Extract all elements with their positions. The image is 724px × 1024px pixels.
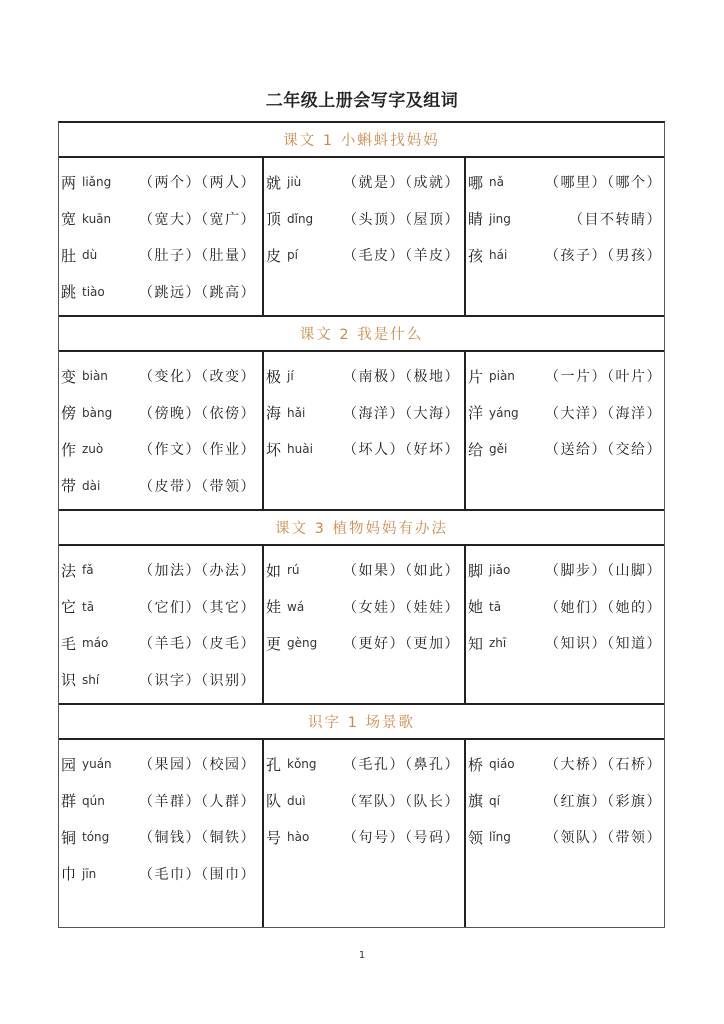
character: 顶 <box>266 210 282 229</box>
character: 极 <box>266 367 282 386</box>
character: 皮 <box>266 246 282 265</box>
character-entry <box>466 237 668 274</box>
character: 法 <box>61 561 77 580</box>
word-group: （大洋）（海洋） <box>545 405 662 422</box>
pinyin: qí <box>489 793 500 808</box>
pinyin: yuán <box>82 757 112 772</box>
lesson-heading: 课文 2 我是什么 <box>59 317 664 352</box>
character: 旗 <box>468 792 484 811</box>
lesson-entries <box>59 740 664 927</box>
word-group: （军队）（队长） <box>343 793 460 810</box>
character: 园 <box>61 755 77 774</box>
word-group: （大桥）（石桥） <box>545 757 662 774</box>
pinyin: tiào <box>82 284 105 299</box>
word-group: （宽大）（宽广） <box>139 211 256 228</box>
document-title: 二年级上册会写字及组词 <box>265 91 459 111</box>
lesson-heading: 识字 1 场景歌 <box>59 705 664 740</box>
character: 坏 <box>266 440 282 459</box>
word-group: （羊毛）（皮毛） <box>139 636 256 653</box>
pinyin: zhī <box>489 636 507 651</box>
pinyin: duì <box>287 793 306 808</box>
word-group: （红旗）（彩旗） <box>545 793 662 810</box>
entry-column <box>262 352 464 509</box>
character-entry <box>59 274 262 311</box>
pinyin: jiǎo <box>489 563 511 578</box>
pinyin: kuān <box>82 211 112 226</box>
word-group: （她们）（她的） <box>545 599 662 616</box>
entry-column <box>464 546 668 703</box>
word-group: （女娃）（娃娃） <box>343 599 460 616</box>
character: 睛 <box>468 210 484 229</box>
pinyin: wá <box>287 599 305 614</box>
entry-column <box>464 158 668 315</box>
word-group: （毛孔）（鼻孔） <box>343 757 460 774</box>
character: 片 <box>468 367 484 386</box>
word-group: （傍晚）（依傍） <box>139 405 256 422</box>
character: 更 <box>266 634 282 653</box>
entry-column <box>262 158 464 315</box>
character: 傍 <box>61 404 77 423</box>
word-group: （羊群）（人群） <box>139 793 256 810</box>
word-group: （海洋）（大海） <box>343 405 460 422</box>
pinyin: hào <box>287 830 310 845</box>
pinyin: hǎi <box>287 405 306 420</box>
entry-column <box>262 546 464 703</box>
character-entry <box>264 589 464 626</box>
pinyin: yáng <box>489 405 519 420</box>
character-entry <box>59 237 262 274</box>
pinyin: biàn <box>82 369 108 384</box>
character-entry <box>466 358 668 395</box>
word-group: （它们）（其它） <box>139 599 256 616</box>
pinyin: hái <box>489 248 508 263</box>
character-entry <box>466 431 668 468</box>
lesson-entries <box>59 546 664 705</box>
word-group: （皮带）（带领） <box>139 478 256 495</box>
character-entry <box>264 819 464 856</box>
word-group: （作文）（作业） <box>139 442 256 459</box>
character: 识 <box>61 671 77 690</box>
character: 变 <box>61 367 77 386</box>
lesson-section <box>59 511 664 705</box>
pinyin: fǎ <box>82 563 94 578</box>
character: 跳 <box>61 283 77 302</box>
character: 作 <box>61 440 77 459</box>
word-group: （南极）（极地） <box>343 369 460 386</box>
character-entry <box>264 201 464 238</box>
character: 群 <box>61 792 77 811</box>
pinyin: kǒng <box>287 757 317 772</box>
character-entry <box>59 468 262 505</box>
pinyin: jing <box>489 211 511 226</box>
character: 它 <box>61 598 77 617</box>
pinyin: lǐng <box>489 830 511 845</box>
character: 巾 <box>61 865 77 884</box>
entry-column <box>59 740 262 927</box>
word-group: （就是）（成就） <box>343 175 460 192</box>
lesson-heading: 课文 1 小蝌蚪找妈妈 <box>59 123 664 158</box>
lesson-entries <box>59 158 664 317</box>
character-entry <box>466 783 668 820</box>
character-entry <box>264 783 464 820</box>
word-group: （铜钱）（铜铁） <box>139 830 256 847</box>
character: 铜 <box>61 828 77 847</box>
pinyin: qiáo <box>489 757 515 772</box>
character-entry <box>264 358 464 395</box>
word-group: （一片）（叶片） <box>545 369 662 386</box>
character: 肚 <box>61 246 77 265</box>
pinyin: zuò <box>82 442 104 457</box>
entry-column <box>262 740 464 927</box>
character-entry <box>264 625 464 662</box>
character: 号 <box>266 828 282 847</box>
character: 就 <box>266 173 282 192</box>
character: 带 <box>61 477 77 496</box>
character-entry <box>466 395 668 432</box>
pinyin: shí <box>82 672 100 687</box>
character: 孩 <box>468 246 484 265</box>
word-group: （领队）（带领） <box>545 830 662 847</box>
vocabulary-table <box>58 121 665 928</box>
character: 如 <box>266 561 282 580</box>
lesson-section <box>59 123 664 317</box>
entry-column <box>464 740 668 927</box>
word-group: （句号）（号码） <box>343 830 460 847</box>
character-entry <box>466 589 668 626</box>
word-group: （加法）（办法） <box>139 563 256 580</box>
entry-column <box>59 158 262 315</box>
pinyin: rú <box>287 563 300 578</box>
character: 知 <box>468 634 484 653</box>
pinyin: bàng <box>82 405 113 420</box>
character-entry <box>59 819 262 856</box>
character-entry <box>59 746 262 783</box>
pinyin: jīn <box>82 866 97 881</box>
character-entry <box>264 395 464 432</box>
character: 娃 <box>266 598 282 617</box>
character-entry <box>466 819 668 856</box>
character-entry <box>466 164 668 201</box>
pinyin: dǐng <box>287 211 314 226</box>
character-entry <box>59 589 262 626</box>
pinyin: nǎ <box>489 175 504 190</box>
pinyin: máo <box>82 636 109 651</box>
character-entry <box>59 856 262 893</box>
character-entry <box>59 783 262 820</box>
entry-column <box>59 352 262 509</box>
pinyin: tā <box>82 599 95 614</box>
character: 毛 <box>61 634 77 653</box>
character-entry <box>264 746 464 783</box>
word-group: （哪里）（哪个） <box>545 175 662 192</box>
character: 哪 <box>468 173 484 192</box>
character: 洋 <box>468 404 484 423</box>
character-entry <box>59 431 262 468</box>
character: 领 <box>468 828 484 847</box>
word-group: （如果）（如此） <box>343 563 460 580</box>
character: 桥 <box>468 755 484 774</box>
pinyin: gèng <box>287 636 318 651</box>
pinyin: tā <box>489 599 502 614</box>
character: 脚 <box>468 561 484 580</box>
character-entry <box>466 552 668 589</box>
character-entry <box>59 552 262 589</box>
character-entry <box>59 625 262 662</box>
character: 她 <box>468 598 484 617</box>
lesson-entries <box>59 352 664 511</box>
pinyin: liǎng <box>82 175 112 190</box>
pinyin: gěi <box>489 442 508 457</box>
character-entry <box>466 201 668 238</box>
character-entry <box>59 395 262 432</box>
character: 队 <box>266 792 282 811</box>
lesson-heading: 课文 3 植物妈妈有办法 <box>59 511 664 546</box>
pinyin: jí <box>287 369 294 384</box>
entry-column <box>59 546 262 703</box>
word-group: （坏人）（好坏） <box>343 442 460 459</box>
word-group: （两个）（两人） <box>139 175 256 192</box>
pinyin: tóng <box>82 830 110 845</box>
character: 孔 <box>266 755 282 774</box>
pinyin: jiù <box>287 175 302 190</box>
word-group: （目不转睛） <box>569 211 662 228</box>
word-group: （跳远）（跳高） <box>139 284 256 301</box>
character-entry <box>59 201 262 238</box>
word-group: （孩子）（男孩） <box>545 248 662 265</box>
lesson-section <box>59 705 664 927</box>
character-entry <box>59 164 262 201</box>
word-group: （毛巾）（围巾） <box>139 866 256 883</box>
character: 给 <box>468 440 484 459</box>
word-group: （送给）（交给） <box>545 442 662 459</box>
pinyin: dù <box>82 248 98 263</box>
pinyin: huài <box>287 442 313 457</box>
character-entry <box>264 237 464 274</box>
character-entry <box>59 358 262 395</box>
word-group: （更好）（更加） <box>343 636 460 653</box>
lesson-section <box>59 317 664 511</box>
pinyin: qún <box>82 793 105 808</box>
word-group: （肚子）（肚量） <box>139 248 256 265</box>
word-group: （识字）（识别） <box>139 672 256 689</box>
pinyin: pí <box>287 248 298 263</box>
entry-column <box>464 352 668 509</box>
character: 海 <box>266 404 282 423</box>
pinyin: piàn <box>489 369 515 384</box>
character-entry <box>59 662 262 699</box>
word-group: （变化）（改变） <box>139 369 256 386</box>
character: 两 <box>61 173 77 192</box>
character-entry <box>264 431 464 468</box>
character-entry <box>264 164 464 201</box>
page-number: 1 <box>358 950 366 961</box>
character-entry <box>466 625 668 662</box>
word-group: （果园）（校园） <box>139 757 256 774</box>
pinyin: dài <box>82 478 101 493</box>
character: 宽 <box>61 210 77 229</box>
word-group: （头顶）（屋顶） <box>343 211 460 228</box>
character-entry <box>264 552 464 589</box>
word-group: （知识）（知道） <box>545 636 662 653</box>
character-entry <box>466 746 668 783</box>
word-group: （脚步）（山脚） <box>545 563 662 580</box>
word-group: （毛皮）（羊皮） <box>343 248 460 265</box>
